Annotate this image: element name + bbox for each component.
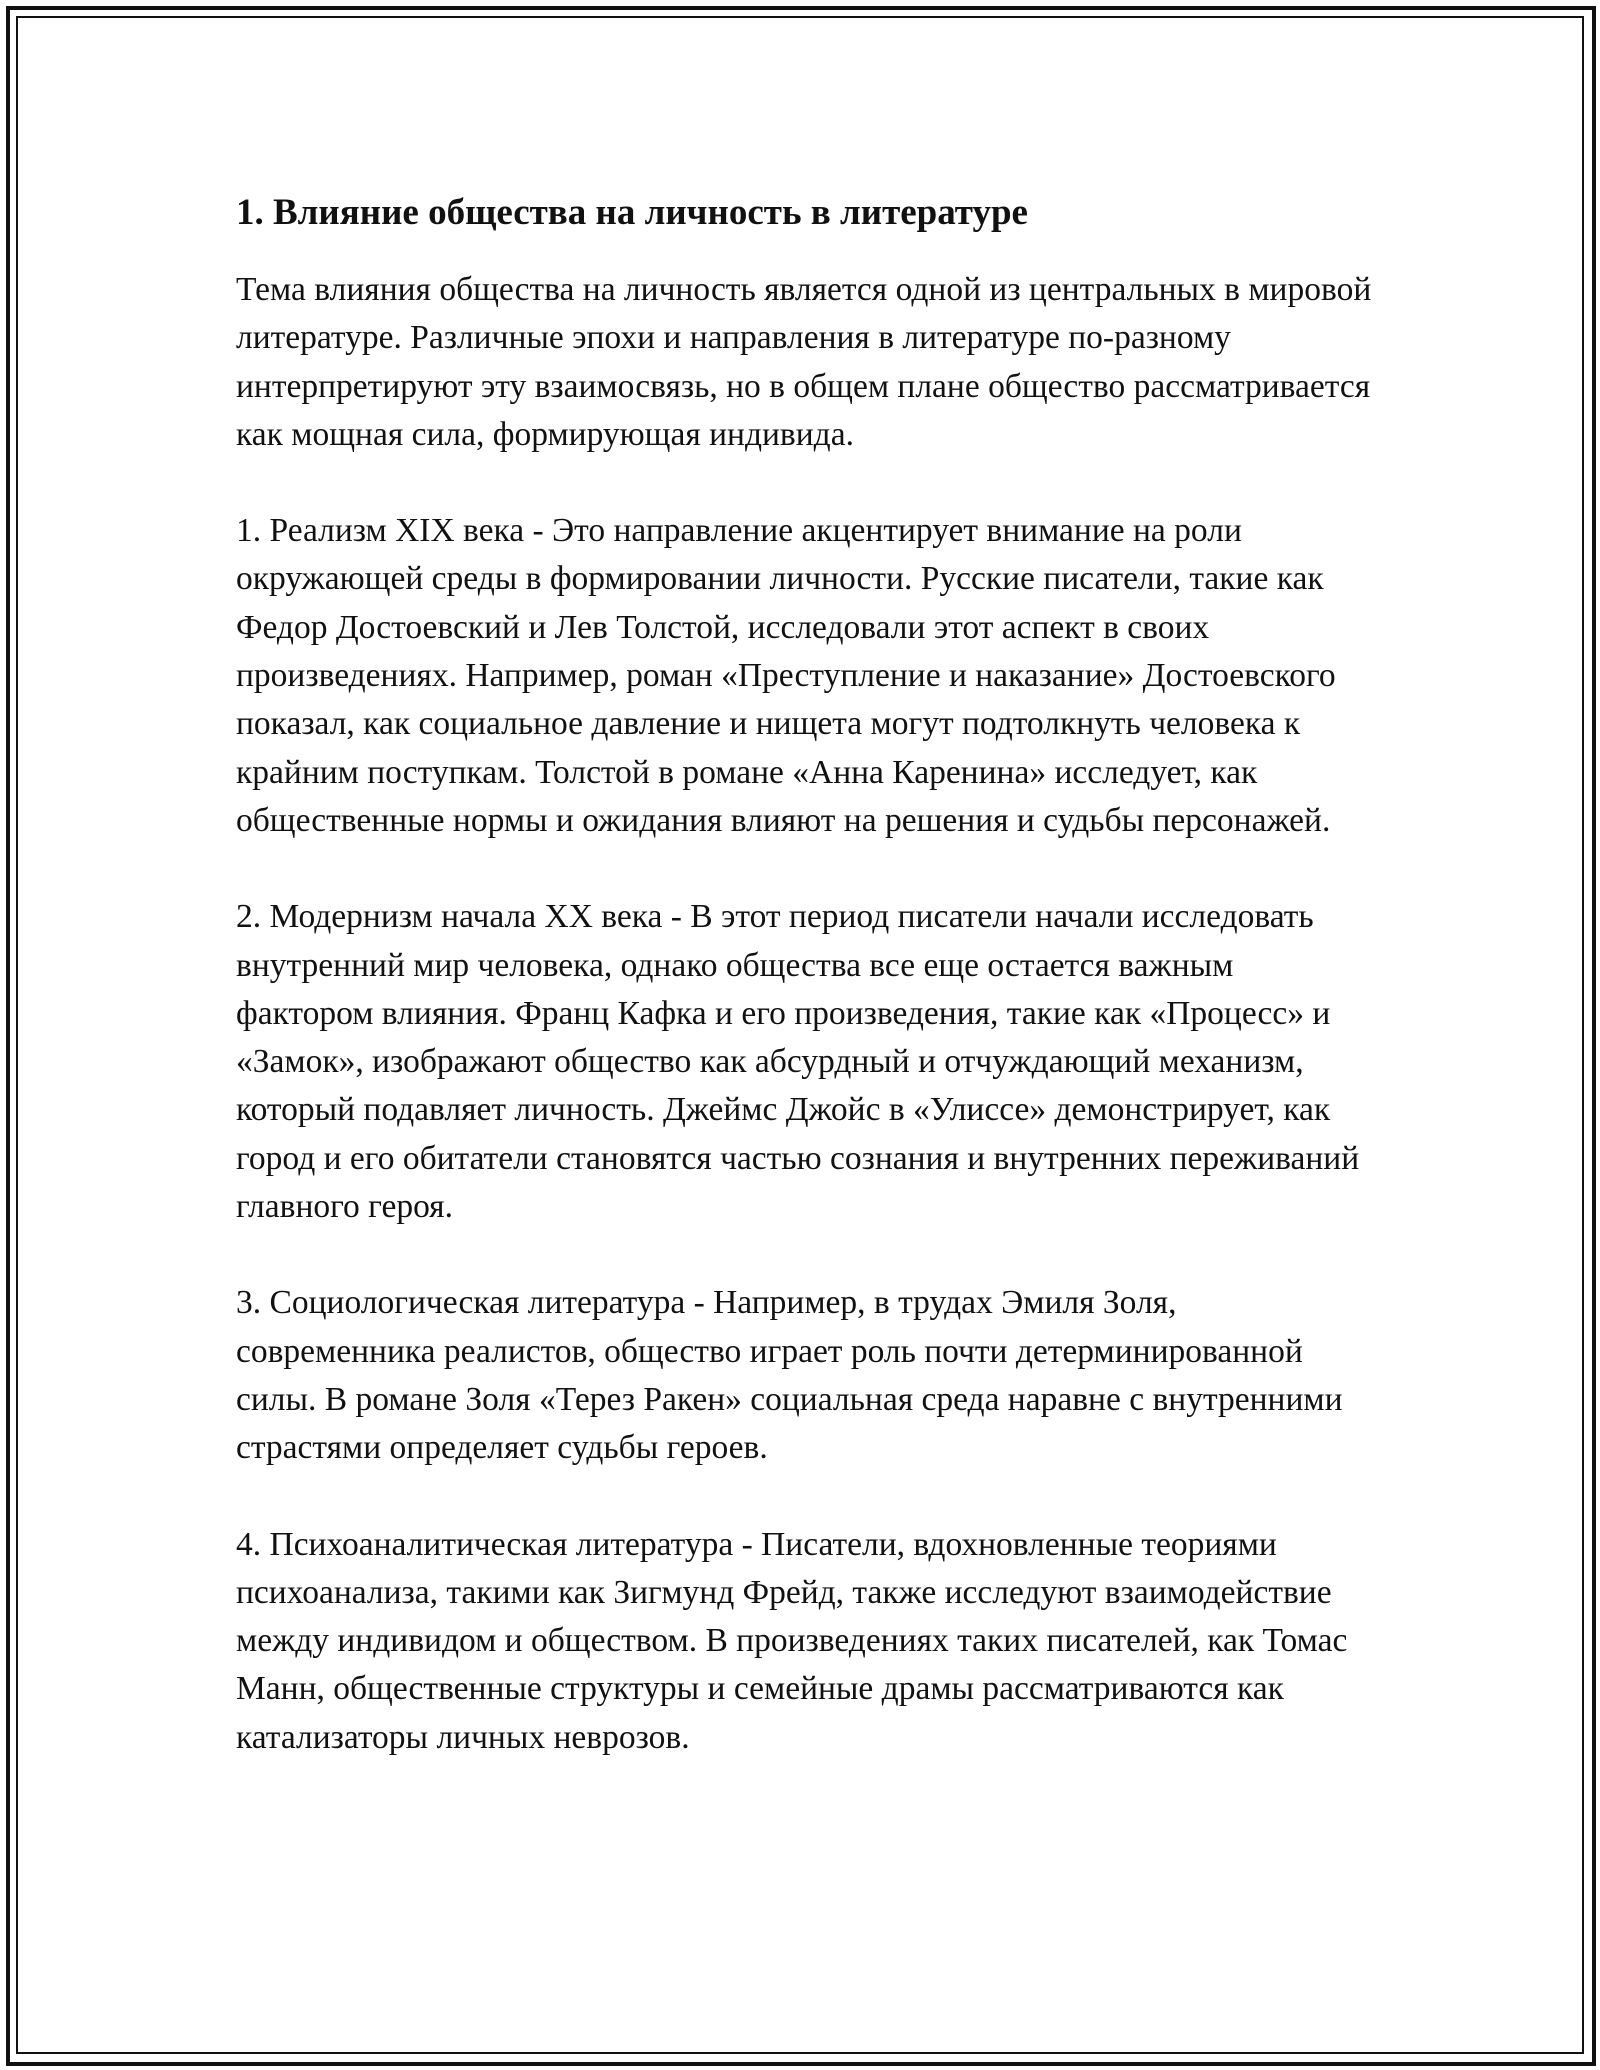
- document-title: 1. Влияние общества на личность в литературе: [236, 192, 1028, 233]
- sociological-paragraph: 3. Социологическая литература - Например, в трудах Эмиля Золя, современника реалистов, общество играет роль почти детерминированной силы. В романе Золя «Терез Ракен» социальная среда наравне с внутренними страстями определяет судьбы героев.: [236, 1284, 1343, 1467]
- document-body: [236, 188, 1376, 1810]
- intro-paragraph: Тема влияния общества на личность является одной из центральных в мировой литературе. Различные эпохи и направления в литературе по-разному интерпретируют эту взаимосвязь, но в общем плане общество рассматривается как мощная сила, формирующая индивида.: [236, 271, 1372, 453]
- psychoanalytic-paragraph: 4. Психоаналитическая литература - Писатели, вдохновленные теориями психоанализа, такими как Зигмунд Фрейд, также исследуют взаимодействие между индивидом и обществом. В произведениях таких писателей, как Томас Манн, общественные структуры и семейные драмы рассматриваются как катализаторы личных неврозов.: [236, 1525, 1348, 1756]
- modernism-paragraph: 2. Модернизм начала XX века - В этот период писатели начали исследовать внутренний мир человека, однако общества все еще остается важным фактором влияния. Франц Кафка и его произведения, такие как «Процесс» и «Замок», изображают общество как абсурдный и отчуждающий механизм, который подавляет личность. Джеймс Джойс в «Улиссе» демонстрирует, как город и его обитатели становятся частью сознания и внутренних переживаний главного героя.: [236, 898, 1360, 1226]
- realism-paragraph: 1. Реализм XIX века - Это направление акцентирует внимание на роли окружающей среды в формировании личности. Русские писатели, такие как Федор Достоевский и Лев Толстой, исследовали этот аспект в своих произведениях. Например, роман «Преступление и наказание» Достоевского показал, как социальное давление и нищета могут подтолкнуть человека к крайним поступкам. Толстой в романе «Анна Каренина» исследует, как общественные нормы и ожидания влияют на решения и судьбы персонажей.: [236, 512, 1336, 839]
